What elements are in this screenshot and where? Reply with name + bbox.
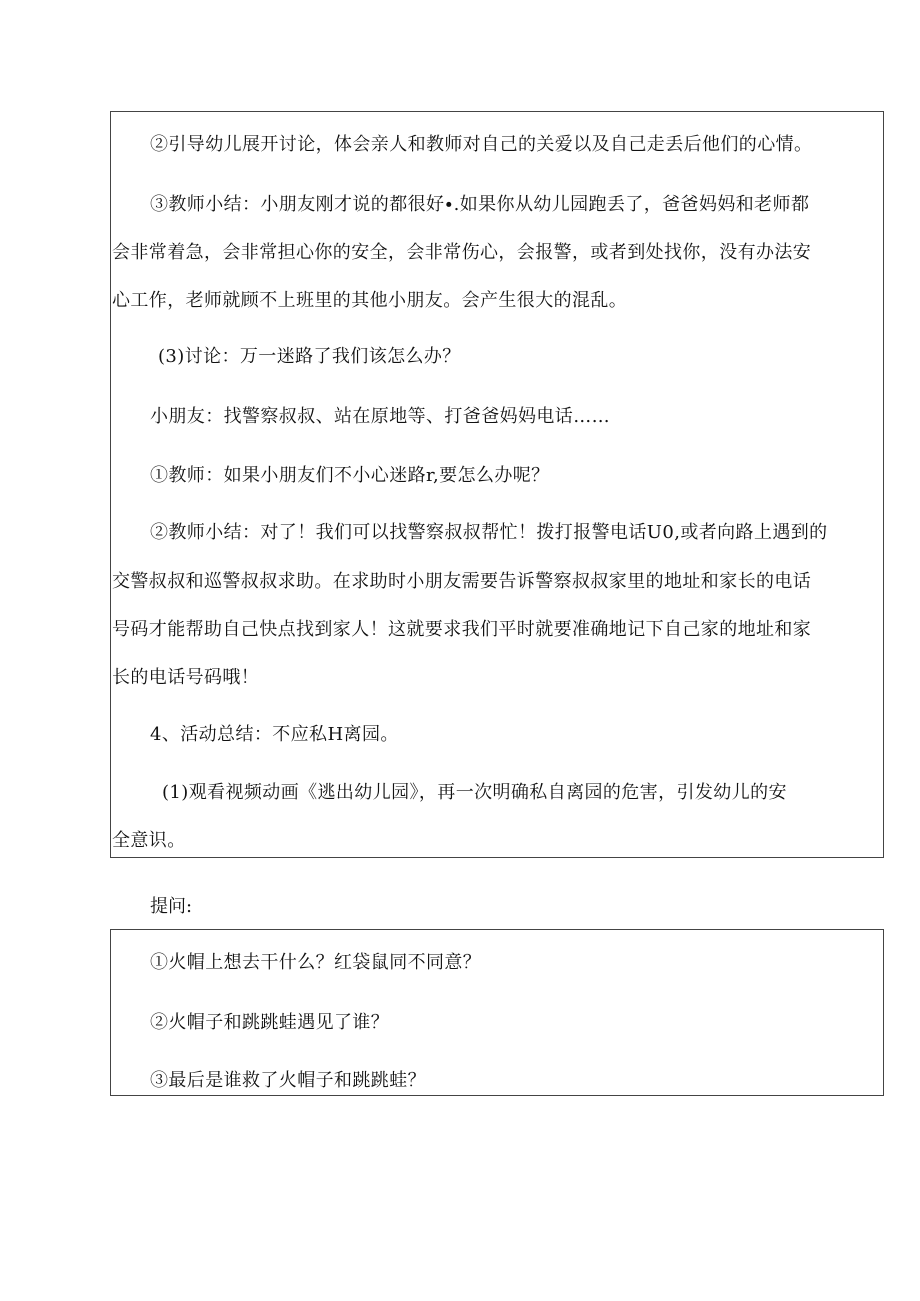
text-line: 小朋友：找警察叔叔、站在原地等、打爸爸妈妈电话…… [150,406,610,427]
text-line: 心工作，老师就顾不上班里的其他小朋友。会产生很大的混乱。 [112,290,628,311]
text-line: 长的电话号码哦！ [112,667,260,688]
question-label: 提问: [150,896,193,917]
text-line: (3)讨论：万一迷路了我们该怎么办？ [158,346,461,367]
question-item: ③最后是谁救了火帽子和跳跳蛙？ [150,1070,426,1091]
text-line: 全意识。 [112,830,186,851]
text-line: 号码才能帮助自己快点找到家人！这就要求我们平时就要准确地记下自己家的地址和家 [112,619,812,640]
question-item: ②火帽子和跳跳蛙遇见了谁？ [150,1012,390,1033]
text-line: ②引导幼儿展开讨论，体会亲人和教师对自己的关爱以及自己走丢后他们的心情。 [150,134,813,155]
text-line: ①教师：如果小朋友们不小心迷路r,要怎么办呢？ [150,465,550,486]
text-line: ③教师小结：小朋友刚才说的都很好∙.如果你从幼儿园跑丢了，爸爸妈妈和老师都 [150,194,810,215]
text-line: 会非常着急，会非常担心你的安全，会非常伤心，会报警，或者到处找你，没有办法安 [112,242,812,263]
text-line: ②教师小结：对了！我们可以找警察叔叔帮忙！拨打报警电话U0,或者向路上遇到的 [150,522,828,543]
question-item: ①火帽上想去干什么？红袋鼠同不同意？ [150,952,482,973]
text-line: 4、活动总结：不应私H离园。 [150,724,399,745]
text-line: (1)观看视频动画《逃出幼儿园》，再一次明确私自离园的危害，引发幼儿的安 [162,782,787,803]
text-line: 交警叔叔和巡警叔叔求助。在求助时小朋友需要告诉警察叔叔家里的地址和家长的电话 [112,571,812,592]
